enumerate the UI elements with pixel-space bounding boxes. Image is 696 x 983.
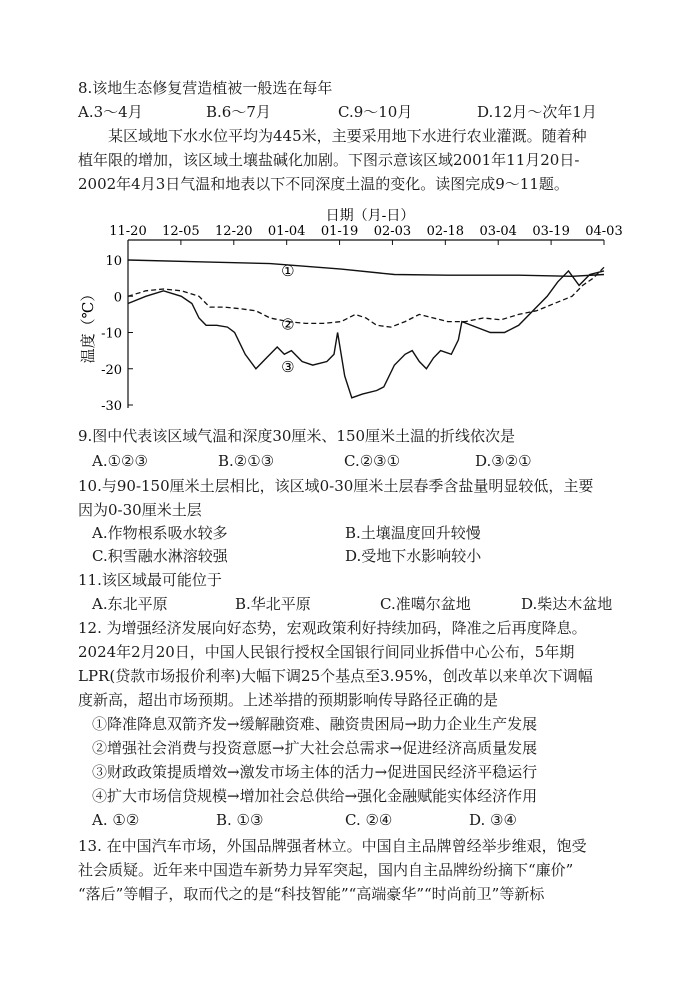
q8-option-b: B.6～7月 bbox=[206, 103, 271, 121]
q12-path-2: ②增强社会消费与投资意愿→扩大社会总需求→促进经济高质量发展 bbox=[92, 739, 538, 757]
y-tick-label: 10 bbox=[105, 254, 122, 269]
q12-stem-line-3: LPR(贷款市场报价利率)大幅下调25个基点至3.95%，创改革以来单次下调幅 bbox=[78, 667, 593, 685]
q10-option-c: C.积雪融水淋溶较强 bbox=[92, 547, 228, 565]
y-tick-label: -10 bbox=[101, 326, 122, 342]
x-tick-label: 02-18 bbox=[426, 224, 465, 239]
q12-option-b: B. ①③ bbox=[216, 811, 264, 829]
series-label-3: ③ bbox=[281, 357, 295, 376]
material-line-1: 某区域地下水水位平均为445米，主要采用地下水进行农业灌溉。随着种 bbox=[108, 127, 587, 145]
q10-option-d: D.受地下水影响较小 bbox=[345, 547, 482, 565]
x-tick-label: 12-05 bbox=[162, 224, 200, 239]
q11-option-c: C.准噶尔盆地 bbox=[380, 595, 471, 613]
q10-stem-line-1: 10.与90-150厘米土层相比，该区域0-30厘米土层春季含盐量明显较低，主要 bbox=[78, 477, 594, 495]
material-line-3: 2002年4月3日气温和地表以下不同深度土温的变化。读图完成9～11题。 bbox=[78, 175, 569, 193]
q8-option-d: D.12月～次年1月 bbox=[477, 103, 597, 121]
y-axis-label: 温度（℃） bbox=[79, 286, 97, 364]
series-line-3 bbox=[128, 271, 604, 398]
x-tick-label: 11-20 bbox=[109, 224, 147, 239]
q10-option-b: B.土壤温度回升较慢 bbox=[345, 524, 481, 542]
y-tick-label: 0 bbox=[113, 290, 122, 306]
x-tick-label: 03-19 bbox=[532, 224, 570, 239]
y-tick-label: -20 bbox=[101, 362, 122, 378]
x-tick-label: 01-04 bbox=[267, 224, 306, 239]
q8-stem: 8.该地生态修复营造植被一般选在每年 bbox=[78, 79, 333, 97]
q9-option-d: D.③②① bbox=[475, 452, 532, 470]
series-label-2: ② bbox=[281, 315, 295, 334]
q9-stem: 9.图中代表该区域气温和深度30厘米、150厘米土温的折线依次是 bbox=[78, 427, 516, 445]
q8-option-a: A.3～4月 bbox=[78, 103, 143, 121]
x-tick-label: 04-03 bbox=[585, 224, 623, 239]
chart-title: 日期（月-日） bbox=[325, 208, 415, 224]
q11-stem: 11.该区域最可能位于 bbox=[78, 571, 222, 589]
y-tick-label: -30 bbox=[101, 399, 122, 414]
q13-stem-line-2: 社会质疑。近年来中国造车新势力异军突起，国内自主品牌纷纷摘下“廉价” bbox=[78, 861, 574, 879]
q12-path-4: ④扩大市场信贷规模→增加社会总供给→强化金融赋能实体经济作用 bbox=[92, 787, 538, 805]
q10-option-a: A.作物根系吸水较多 bbox=[92, 524, 228, 542]
q12-path-1: ①降准降息双箭齐发→缓解融资难、融资贵困局→助力企业生产发展 bbox=[92, 715, 538, 733]
q9-option-b: B.②①③ bbox=[218, 452, 275, 470]
q8-option-c: C.9～10月 bbox=[338, 103, 413, 121]
q12-stem-line-2: 2024年2月20日，中国人民银行授权全国银行间同业拆借中心公布，5年期 bbox=[78, 643, 575, 661]
q12-stem-line-4: 度新高，超出市场预期。上述举措的预期影响传导路径正确的是 bbox=[78, 691, 499, 709]
q9-option-a: A.①②③ bbox=[92, 452, 148, 470]
temperature-chart bbox=[0, 200, 696, 420]
x-tick-label: 12-20 bbox=[215, 224, 253, 239]
q9-option-c: C.②③① bbox=[344, 452, 401, 470]
q11-option-a: A.东北平原 bbox=[92, 595, 168, 613]
series-line-1 bbox=[128, 260, 604, 276]
q12-option-d: D. ③④ bbox=[469, 811, 517, 829]
q12-option-c: C. ②④ bbox=[345, 811, 393, 829]
q13-stem-line-1: 13. 在中国汽车市场，外国品牌强者林立。中国自主品牌曾经举步维艰，饱受 bbox=[78, 837, 587, 855]
q12-stem-line-1: 12. 为增强经济发展向好态势，宏观政策利好持续加码，降准之后再度降息。 bbox=[78, 619, 587, 637]
x-tick-label: 02-03 bbox=[373, 224, 412, 239]
q11-option-d: D.柴达木盆地 bbox=[521, 595, 613, 613]
x-tick-label: 03-04 bbox=[479, 224, 517, 239]
series-label-1: ① bbox=[281, 261, 295, 280]
q12-path-3: ③财政政策提质增效→激发市场主体的活力→促进国民经济平稳运行 bbox=[92, 763, 538, 781]
q10-stem-line-2: 因为0-30厘米土层 bbox=[78, 501, 202, 519]
x-tick-label: 01-19 bbox=[320, 224, 359, 239]
q11-option-b: B.华北平原 bbox=[235, 595, 311, 613]
material-line-2: 植年限的增加，该区域土壤盐碱化加剧。下图示意该区域2001年11月20日- bbox=[78, 151, 580, 169]
q12-option-a: A. ①② bbox=[92, 811, 140, 829]
q13-stem-line-3: “落后”等帽子，取而代之的是“科技智能”“高端豪华”“时尚前卫”等新标 bbox=[78, 885, 545, 903]
